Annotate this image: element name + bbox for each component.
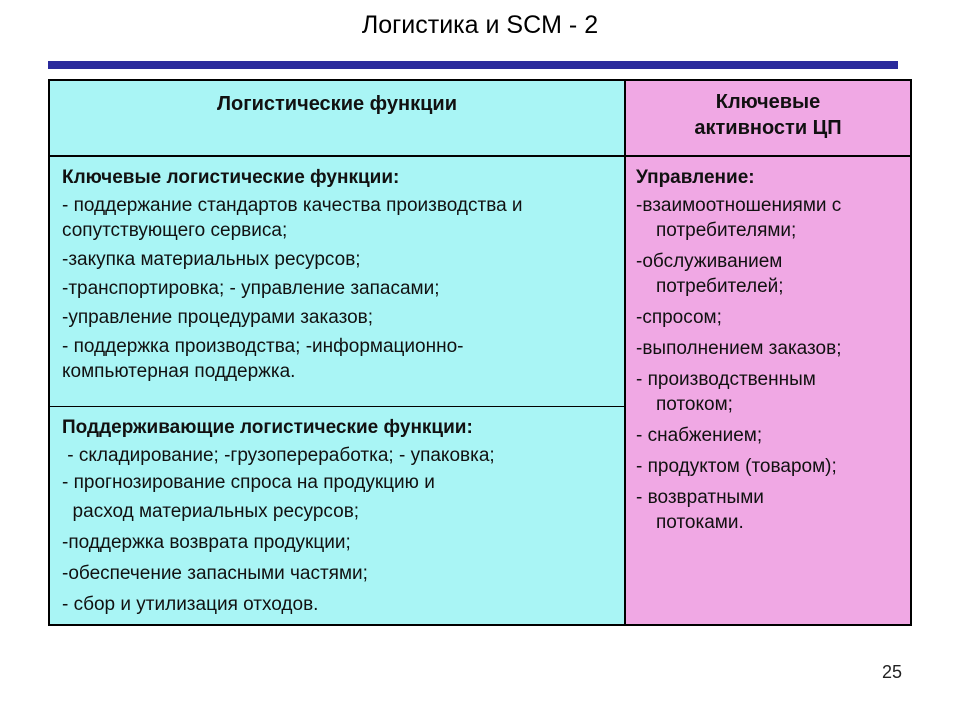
key-function-item: - поддержка производства; -информационно-компьютерная поддержка. (62, 336, 464, 382)
key-activities-cell (626, 157, 910, 624)
activity-text-cont: потоками. (656, 512, 744, 533)
slide-title: Логистика и SCM - 2 (361, 11, 599, 39)
activity-item (636, 336, 910, 361)
activity-text: - продуктом (товаром); (636, 456, 837, 477)
supporting-function-item: - сбор и утилизация отходов. (62, 594, 319, 615)
supporting-function-item: -обеспечение запасными частями; (62, 563, 368, 584)
activity-item (636, 193, 910, 243)
header-key-activities: Ключевые активности ЦП (694, 91, 842, 139)
activity-item (636, 454, 910, 479)
supporting-functions-cell (50, 407, 626, 624)
activity-item (636, 249, 910, 299)
header-logistic-functions: Логистические функции (217, 93, 457, 115)
key-functions-heading: Ключевые логистические функции: (62, 167, 400, 188)
functions-table (48, 79, 912, 626)
activity-item (636, 423, 910, 448)
key-function-item: -управление процедурами заказов; (62, 307, 374, 328)
activity-text: - производственным (636, 369, 816, 390)
title-divider (48, 61, 898, 69)
supporting-function-item: - прогнозирование спроса на продукцию и (62, 472, 435, 493)
header-cell-logistic-functions (50, 81, 626, 157)
activity-item (636, 485, 910, 535)
supporting-functions-heading: Поддерживающие логистические функции: (62, 417, 473, 438)
key-function-item: -транспортировка; - управление запасами; (62, 278, 440, 299)
slide-number: 25 (881, 662, 902, 682)
activity-text: -спросом; (636, 307, 722, 328)
activity-text: - возвратными (636, 487, 764, 508)
activity-text: -взаимоотношениями с (636, 195, 842, 216)
activity-text: - снабжением; (636, 425, 763, 446)
header-cell-key-activities (626, 81, 910, 157)
supporting-function-item: расход материальных ресурсов; (62, 501, 360, 522)
key-functions-cell (50, 157, 626, 407)
activities-heading: Управление: (636, 167, 755, 188)
activity-text: -выполнением заказов; (636, 338, 842, 359)
activity-text-cont: потребителями; (656, 220, 797, 241)
activity-item (636, 305, 910, 330)
key-function-item: -закупка материальных ресурсов; (62, 249, 361, 270)
activity-text-cont: потребителей; (656, 276, 784, 297)
key-function-item: - поддержание стандартов качества производства и сопутствующего сервиса; (62, 195, 523, 241)
activity-text: -обслуживанием (636, 251, 783, 272)
activity-text-cont: потоком; (656, 394, 733, 415)
supporting-function-item: -поддержка возврата продукции; (62, 532, 351, 553)
activity-item (636, 367, 910, 417)
supporting-function-item: - складирование; -грузопереработка; - упаковка; (62, 445, 495, 466)
